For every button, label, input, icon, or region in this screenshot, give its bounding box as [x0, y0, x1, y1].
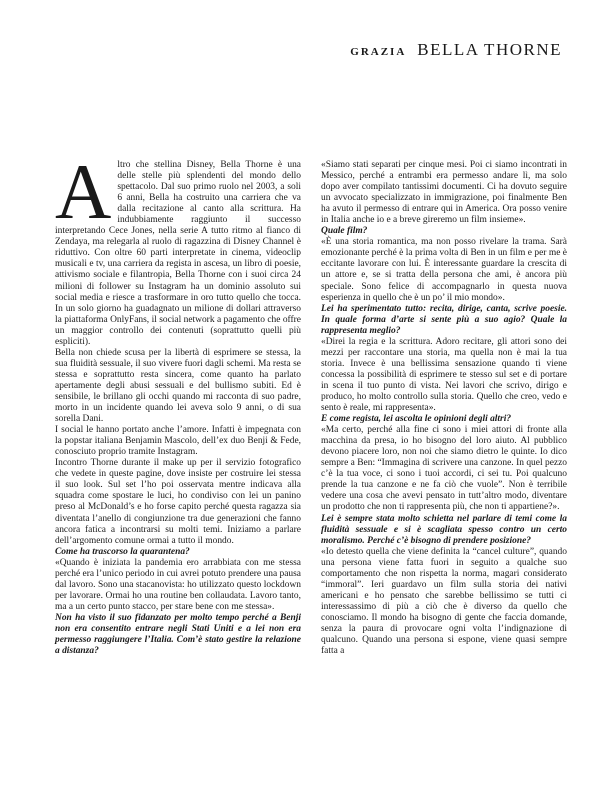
magazine-brand: GRAZIA: [350, 46, 407, 58]
body-paragraph: «Quando è iniziata la pandemia ero arrabbiata con me stessa perché era l’unico periodo in cui avrei potuto prendere una pausa dal lavoro. Sono una stacanovista: ho utilizzato questo lockdown per lavorare. Ormai ho una routine ben collaudata. Lavoro tanto, ma a un certo punto stacco, per stare bene con me stessa».: [55, 557, 301, 612]
right-text-column: [321, 160, 567, 657]
body-paragraph: «Direi la regia e la scrittura. Adoro recitare, gli attori sono dei mezzi per raccontare una storia, ma quella non è mai la tua storia. Invece è una bellissima sensazione quando ti viene concessa la possibilità di esprimere te stesso sul set e di portare in scena il tuo punto di vista. Nei lavori che scrivo, dirigo e produco, ho molto controllo sulla storia. Quello che creo, vedo e sento è reale, mi rappresenta».: [321, 336, 567, 414]
drop-cap: A: [55, 148, 112, 235]
body-paragraph: «Io detesto quella che viene definita la “cancel culture”, quando una persona viene fatta fuori in seguito a qualche suo comportamento che non rispetta la norma, magari considerato “immoral”. Ieri guardavo un film sulla storia dei nativi americani e ho pensato che sarebbe bellissimo se tutti ci interessassimo di più a ciò che è diverso da quello che conosciamo. Il mondo ha bisogno di gente che faccia domande, senza la paura di provocare ogni volta l’indignazione di qualcuno. Quando una persona si espone, viene quasi sempre fatta a: [321, 546, 567, 657]
intro-text: ltro che stellina Disney, Bella Thorne è una delle stelle più splendenti del mondo dello spettacolo. Dal suo primo ruolo nel 2003, a soli 6 anni, Bella ha costruito una carriera che va dalla recitazione al canto alla scrittura. Ha indubbiamente raggiunto il successo interpretando Cece Jones, nella serie A tutto ritmo al fianco di Zendaya, ma relegarla al ruolo di ragazzina di Disney Channel è riduttivo. Con oltre 60 parti interpretate in cinema, videoclip musicali e tv, una carriera da regista in ascesa, un libro di poesie, attivismo sociale e filantropia, Bella Thorne con i suoi circa 24 milioni di follower su Instagram ha un dominio assoluto sui social media e riesce a trasformare in oro tutto quello che tocca. In un solo giorno ha guadagnato un milione di dollari attraverso la piattaforma OnlyFans, il social network a pagamento che offre un maggior controllo dei contenuti (soprattutto quelli più espliciti).: [55, 160, 301, 347]
interview-question: E come regista, lei ascolta le opinioni degli altri?: [321, 414, 512, 425]
body-paragraph: I social le hanno portato anche l’amore. Infatti è impegnata con la popstar italiana Benjamin Mascolo, dell’ex duo Benji & Fede, conosciuto proprio tramite Instagram.: [55, 425, 301, 458]
interview-question: Lei ha sperimentato tutto: recita, dirige, canta, scrive poesie. In quale forma d’arte si sente più a suo agio? Quale la rappresenta meglio?: [321, 303, 567, 336]
body-paragraph: «Ma certo, perché alla fine ci sono i miei attori di fronte alla macchina da presa, io ho bisogno del loro aiuto. Al pubblico devono piacere loro, non noi che siamo dietro le quinte. Io dico sempre a Ben: “Immagina di scrivere una canzone. In quel pezzo c’è la tua voce, ci sono i tuoi accordi, ci sei tu. Poi qualcuno prende la tua canzone e ne fa ciò che vuole”. Non è terribile vedere una cosa che avevi pensato in tutt’altro modo, diventare un prodotto che non ti rappresenta più, che non ti appartiene?».: [321, 425, 567, 513]
interview-question: Non ha visto il suo fidanzato per molto tempo perché a Benji non era consentito entrare negli Stati Uniti e a lei non era permesso raggiungere l’Italia. Com’è stato gestire la relazione a distanza?: [55, 612, 301, 657]
interview-question: Lei è sempre stata molto schietta nel parlare di temi come la fluidità sessuale e si è scagliata spesso contro un certo moralismo. Perché c’è bisogno di prendere posizione?: [321, 513, 567, 546]
intro-paragraph: [55, 148, 301, 348]
page-header: [350, 40, 562, 60]
left-text-column: [55, 148, 301, 657]
body-paragraph: Bella non chiede scusa per la libertà di esprimere se stessa, la sua fluidità sessuale, il suo vivere fuori dagli schemi. Ma resta se stessa e soprattutto resta sincera, come quanto ha parlato apertamente degli abusi sessuali e del bullismo subiti. Ed è sensibile, le brillano gli occhi quando mi racconta di suo padre, morto in un incidente quando lei aveva solo 9 anni, o di sua sorella Dani.: [55, 347, 301, 425]
article-subject-name: BELLA THORNE: [417, 40, 562, 59]
body-paragraph: Incontro Thorne durante il make up per il servizio fotografico che vedete in queste pagine, dove insiste per costruire lei stessa il suo look. Sul set l’ho poi osservata mentre indicava alla squadra come spostare le luci, ho condiviso con lei un panino preso al McDonald’s e ho forse capito perché questa ragazza sia diventata l’anello di congiunzione tra due generazioni che fanno ancora fatica a incontrarsi su molti temi. Iniziamo a parlare dell’argomento comune ormai a tutto il mondo.: [55, 458, 301, 546]
interview-question: Come ha trascorso la quarantena?: [55, 546, 190, 557]
body-paragraph: «È una storia romantica, ma non posso rivelare la trama. Sarà emozionante perché è la prima volta di Ben in un film e per me è eccitante lavorare con lui. È interessante guardare la crescita di un attore e, se si tratta della persona che ami, è ancora più speciale. Sono felice di accompagnarlo in questa nuova esperienza in quello che è un po’ il mio mondo».: [321, 237, 567, 303]
body-paragraph: «Siamo stati separati per cinque mesi. Poi ci siamo incontrati in Messico, perché a entrambi era permesso andare lì, ma solo dopo aver compilato tantissimi documenti. Ci ha dovuto seguire un avvocato specializzato in immigrazione, poi finalmente Ben ha avuto il permesso di entrare qui in America. Ora posso venire in Italia anche io e a breve gireremo un film insieme».: [321, 160, 567, 226]
interview-question: Quale film?: [321, 226, 368, 237]
